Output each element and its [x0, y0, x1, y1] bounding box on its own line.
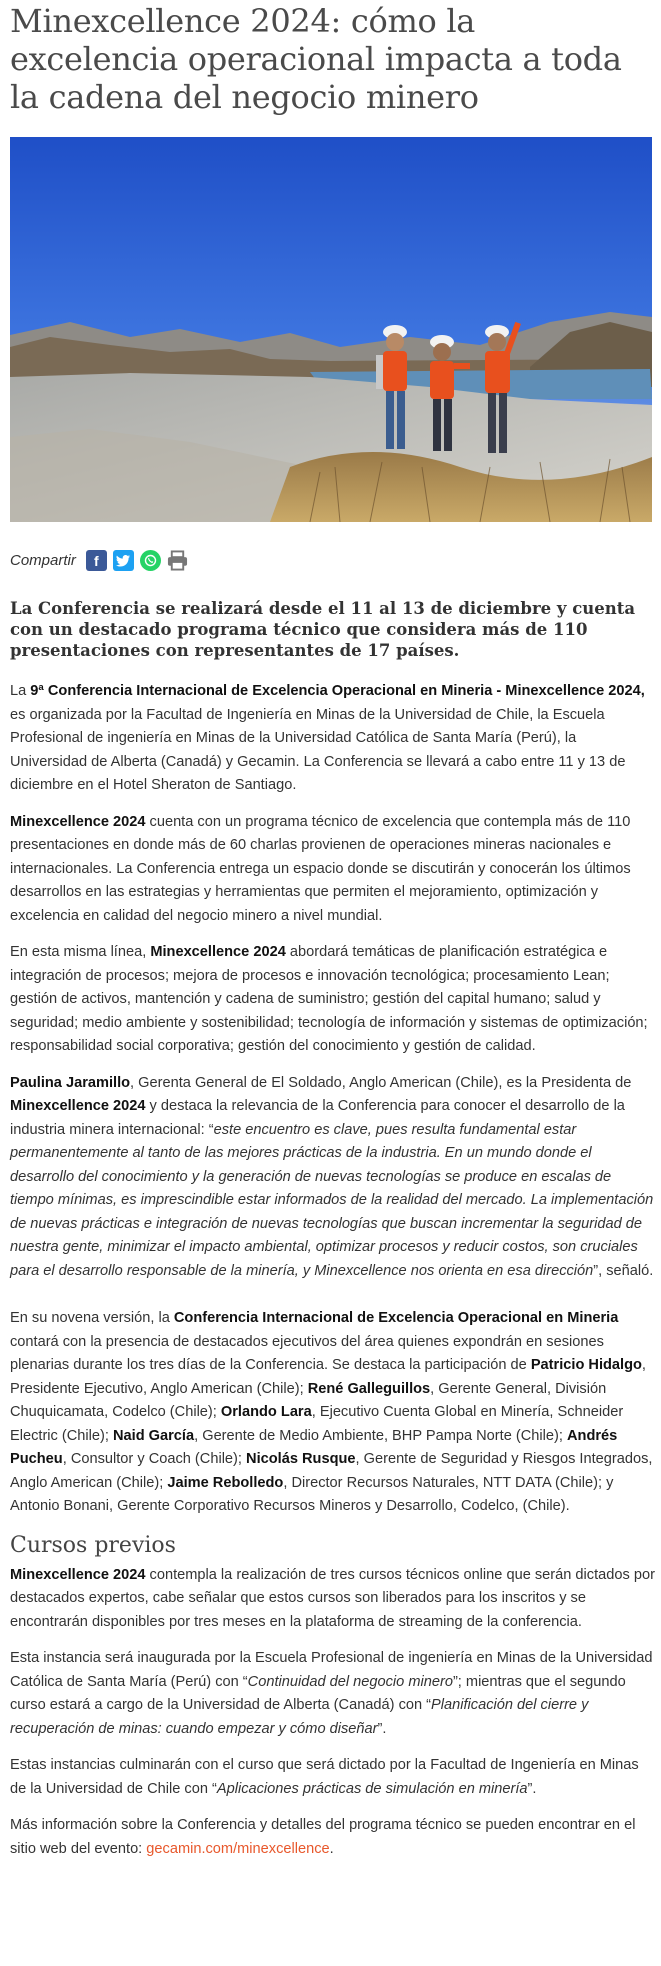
- article-title: Minexcellence 2024: cómo la excelencia operacional impacta a toda la cadena del negocio minero: [10, 2, 622, 116]
- twitter-icon[interactable]: [113, 550, 134, 571]
- share-label: Compartir: [10, 552, 76, 569]
- paragraph-2: Minexcellence 2024 cuenta con un programa técnico de excelencia que contempla más de 110 presentaciones en donde más de 60 charlas provienen de operaciones mineras nacionales e internacionales. La Conferencia entrega un espacio donde se discutirán y conocerán los últimos desarrollos en las estrategias y herramientas que permiten el mejoramiento, optimización y excelencia en calidad del negocio minero a nivel mundial.: [10, 813, 631, 924]
- paragraph-9: Más información sobre la Conferencia y detalles del programa técnico se pueden encontrar en el sitio web del evento: gecamin.com/minexcellence.: [10, 1817, 636, 1857]
- print-icon[interactable]: [167, 550, 188, 571]
- paragraph-5: En su novena versión, la Conferencia Internacional de Excelencia Operacional en Mineria contará con la presencia de destacados ejecutivos del área quienes expondrán en sesiones plenarias durante los tres días de la Conferencia. Se destaca la participación de Patricio Hidalgo, Presidente Ejecutivo, Anglo American (Chile); René Galleguillos, Gerente General, División Chuquicamata, Codelco (Chile); Orlando Lara, Ejecutivo Cuenta Global en Minería, Schneider Electric (Chile); Naid García, Gerente de Medio Ambiente, BHP Pampa Norte (Chile); Andrés Pucheu, Consultor y Coach (Chile); Nicolás Rusque, Gerente de Seguridad y Riesgos Integrados, Anglo American (Chile); Jaime Rebolledo, Director Recursos Naturales, NTT DATA (Chile); y Antonio Bonani, Gerente Corporativo Recursos Mineros y Desarrollo, Codelco, (Chile).: [10, 1310, 653, 1514]
- article-body: [10, 680, 655, 1874]
- section-title: Cursos previos: [10, 1532, 176, 1558]
- paragraph-6: Minexcellence 2024 contempla la realización de tres cursos técnicos online que serán dictados por destacados expertos, cabe señalar que estos cursos son liberados para los inscritos y se encontrarán disponibles por tres meses en la plataforma de streaming de la conferencia.: [10, 1566, 655, 1630]
- event-website-link[interactable]: gecamin.com/minexcellence: [146, 1840, 330, 1857]
- facebook-icon[interactable]: f: [86, 550, 107, 571]
- hero-image: [10, 137, 652, 522]
- paragraph-8: Estas instancias culminarán con el curso que será dictado por la Facultad de Ingeniería en Minas de la Universidad de Chile con “Aplicaciones prácticas de simulación en minería”.: [10, 1757, 639, 1797]
- share-bar: [10, 550, 188, 571]
- paragraph-3: En esta misma línea, Minexcellence 2024 abordará temáticas de planificación estratégica e integración de procesos; mejora de procesos e innovación tecnológica; procesamiento Lean; gestión de activos, mantención y cadena de suministro; gestión del capital humano; salud y seguridad; medio ambiente y sostenibilidad; tecnología de información y sistemas de optimización; responsabilidad social corporativa; gestión del conocimiento y gestión de calidad.: [10, 944, 648, 1054]
- paragraph-4: Paulina Jaramillo, Gerenta General de El Soldado, Anglo American (Chile), es la Presidenta de Minexcellence 2024 y destaca la relevancia de la Conferencia para conocer el desarrollo de la industria minera internacional: “este encuentro es clave, pues resulta fundamental estar permanentemente al tanto de las mejores prácticas de la industria. En un mundo donde el desarrollo del conocimiento y la generación de nuevas tecnologías se produce en escalas de tiempo mínimas, es imprescindible estar informados de la realidad del mercado. La implementación de nuevas prácticas e integración de nuevas tecnologías que buscan incrementar la seguridad de nuestra gente, minimizar el impacto ambiental, optimizar procesos y reducir costos, son cruciales para el desarrollo responsable de la minería, y Minexcellence nos orienta en esa dirección”, señaló.: [10, 1074, 654, 1279]
- article-lead: La Conferencia se realizará desde el 11 al 13 de diciembre y cuenta con un destacado programa técnico que considera más de 110 presentaciones con representantes de 17 países.: [10, 599, 636, 660]
- whatsapp-icon[interactable]: [140, 550, 161, 571]
- paragraph-7: Esta instancia será inaugurada por la Escuela Profesional de ingeniería en Minas de la Universidad Católica de Santa María (Perú) con “Continuidad del negocio minero”; mientras que el segundo curso estará a cargo de la Universidad de Alberta (Canadá) con “Planificación del cierre y recuperación de minas: cuando empezar y cómo diseñar”.: [10, 1650, 653, 1737]
- paragraph-1: La 9ª Conferencia Internacional de Excelencia Operacional en Mineria - Minexcellence 2024, es organizada por la Facultad de Ingeniería en Minas de la Universidad de Chile, la Escuela Profesional de ingeniería en Minas de la Universidad Católica de Santa María (Perú), la Universidad de Alberta (Canadá) y Gecamin. La Conferencia se llevará a cabo entre 11 y 13 de diciembre en el Hotel Sheraton de Santiago.: [10, 683, 645, 793]
